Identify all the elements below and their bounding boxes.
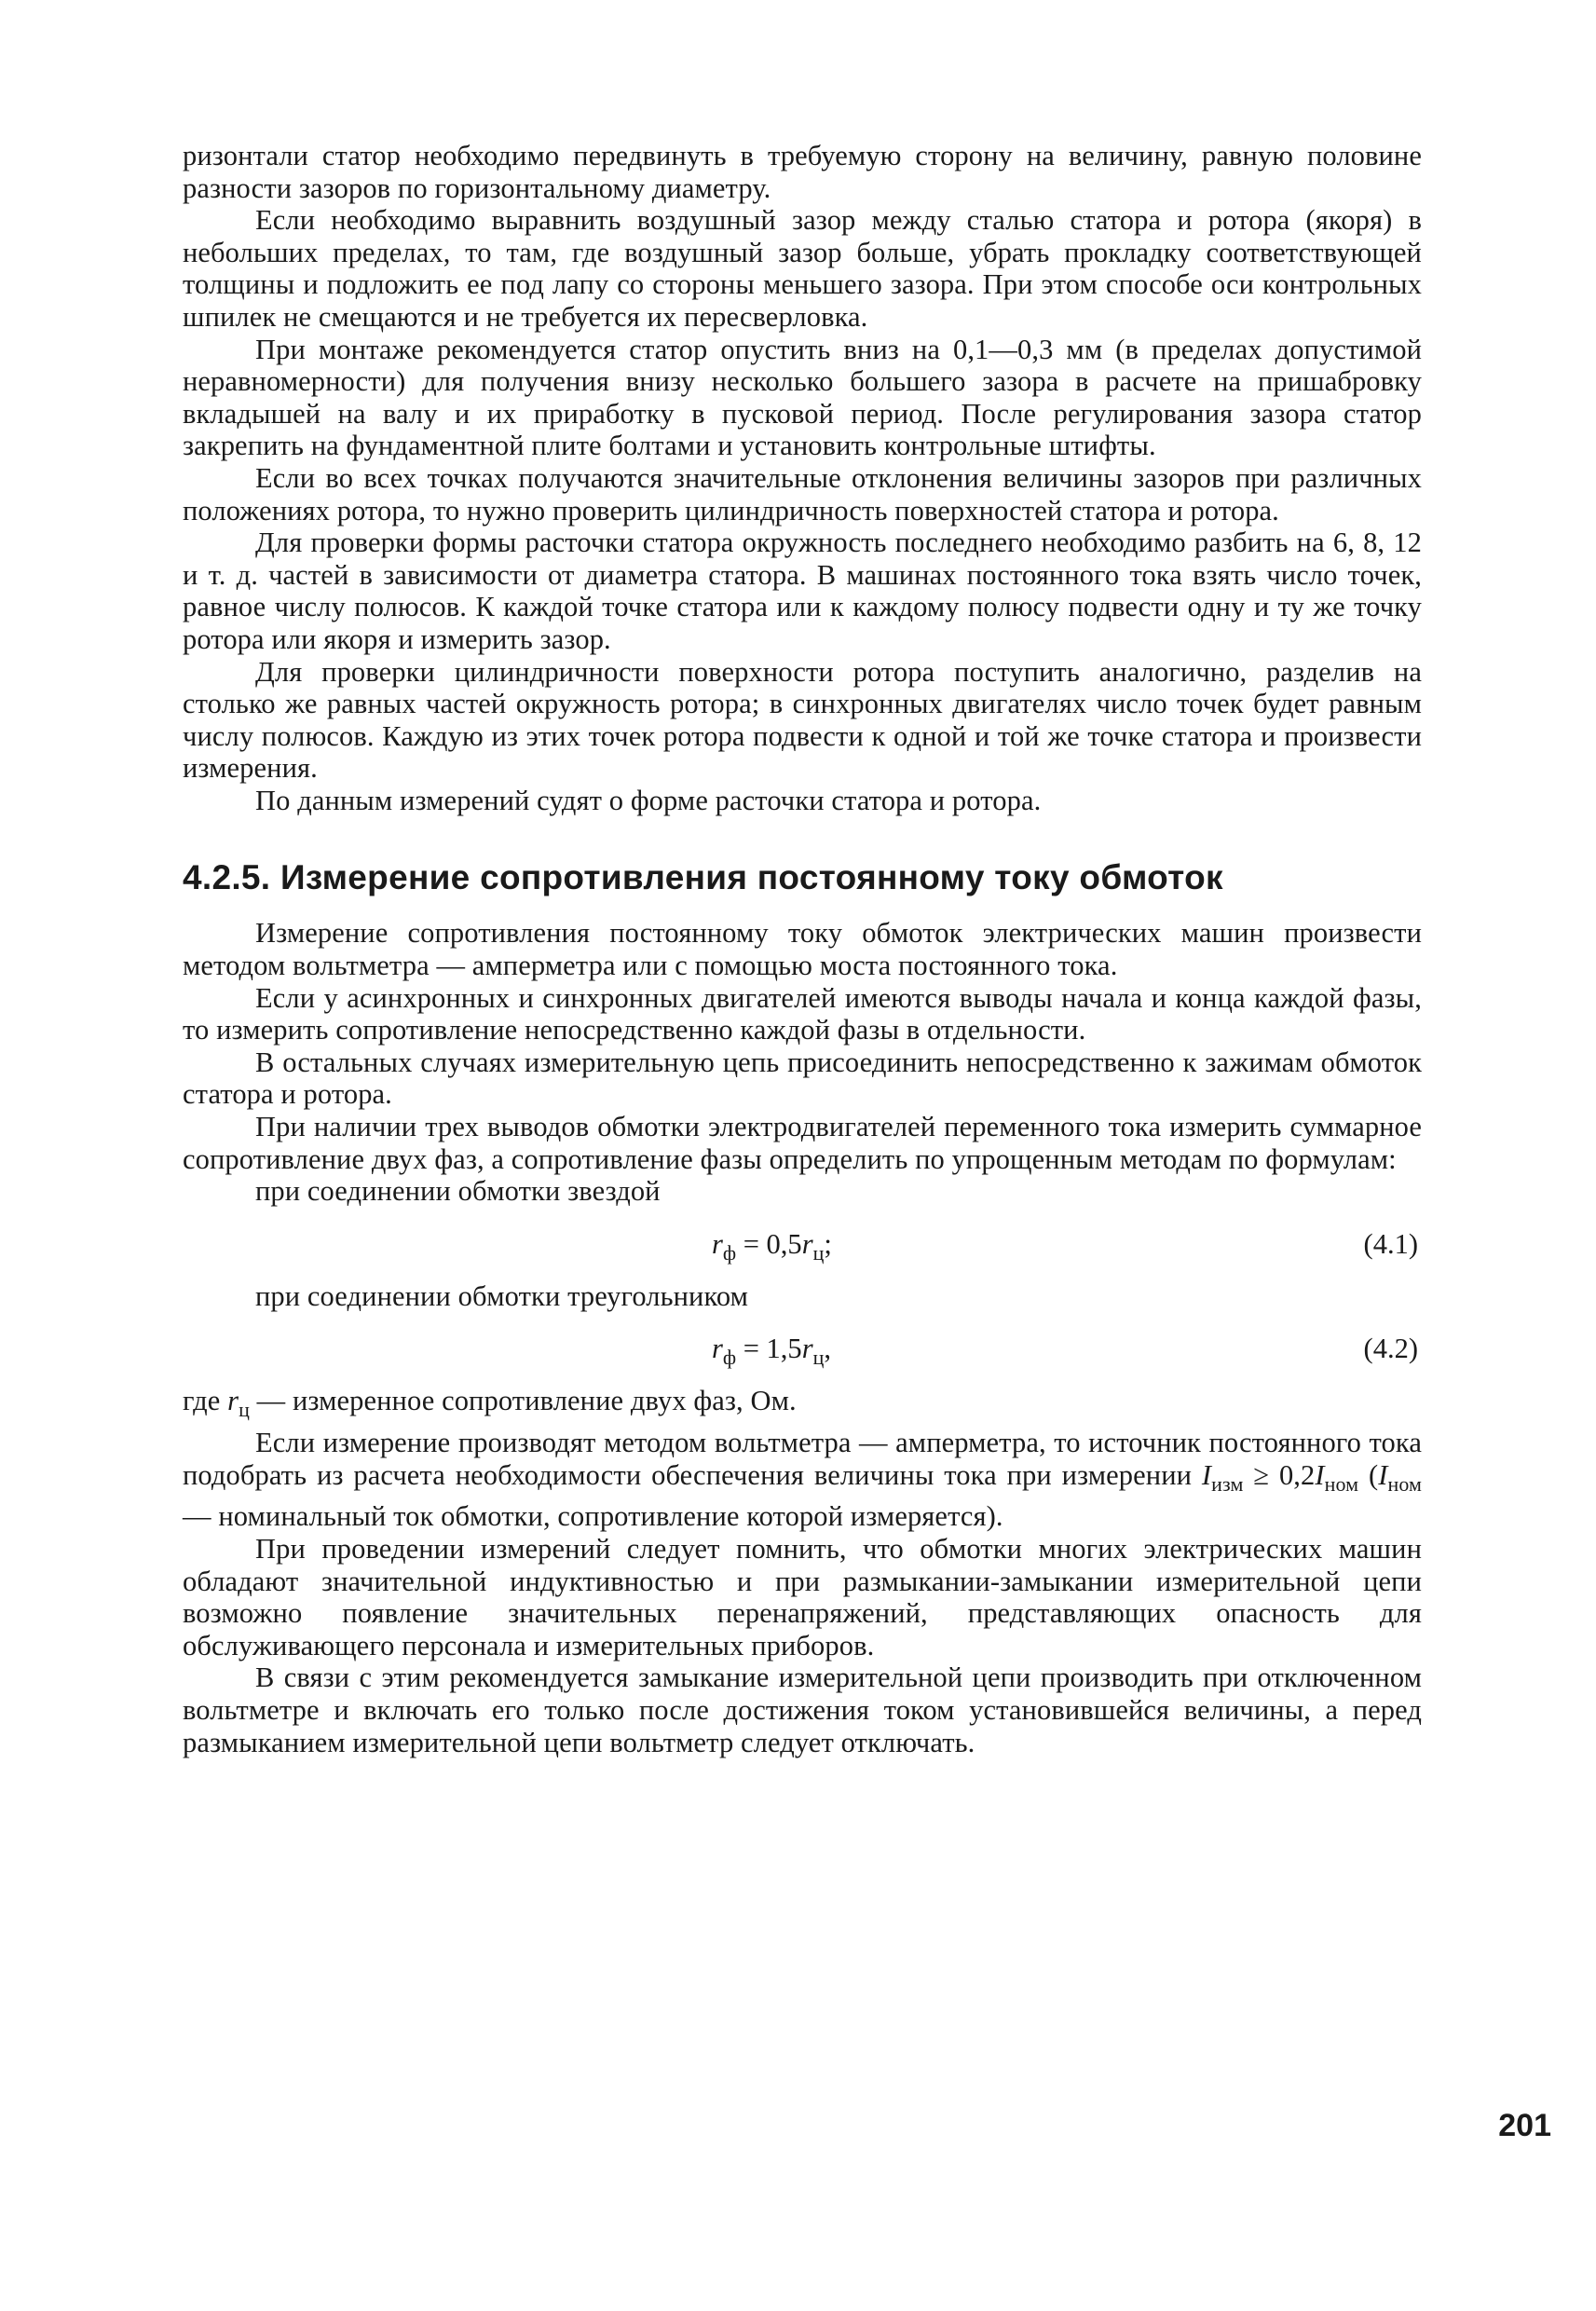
paragraph-stator-check: Для проверки формы расточки статора окружность последнего необходимо разбить на 6, 8, 12 и т. д. частей в зависимости от диаметра статора. В машинах постоянного тока взять число точек, равное числу полюсов. К каждой точке статора или к каждому полюсу подвести одну и ту же точку ротора или якоря и измерить зазор. (183, 526, 1422, 655)
paragraph-deviations: Если во всех точках получаются значительные отклонения величины зазоров при различных положениях ротора, то нужно проверить цилиндричность поверхностей статора и ротора. (183, 461, 1422, 526)
where-definition: где $r_ц$ — измеренное сопротивление двух фаз, Ом. (183, 1385, 797, 1422)
formula-4-1 (183, 1208, 1422, 1280)
paragraph-continuation: ризонтали статор необходимо передвинуть в требуемую сторону на величину, равную половине разности зазоров по горизонтальному диаметру. (183, 140, 1422, 204)
book-page (183, 140, 1422, 2190)
paragraph-other-cases: В остальных случаях измерительную цепь присоединить непосредственно к зажимам обмоток статора и ротора. (183, 1046, 1422, 1111)
label-star-connection: при соединении обмотки звездой (255, 1175, 661, 1208)
paragraph-current-source: Если измерение производят методом вольтметра — амперметра, то источник постоянного тока подобрать из расчета необходимости обеспечения величины тока при измерении $I_{изм} \ge 0,2I_{ном}$ ($I_{ном}$ — номинальный ток обмотки, сопротивление которой измеряется). (183, 1427, 1423, 1533)
paragraph-air-gap: Если необходимо выравнить воздушный зазор между сталью статора и ротора (якоря) в небольших пределах, то там, где воздушный зазор больше, убрать прокладку соответствующей толщины и подложить ее под лапу со стороны меньшего зазора. При этом способе оси контрольных шпилек не смещаются и не требуется их пересверловка. (183, 204, 1422, 333)
paragraph-method: Измерение сопротивления постоянному току обмоток электрических машин произвести методом вольтметра — амперметра или с помощью моста постоянного тока. (183, 917, 1422, 982)
formula-4-2-number: (4.2) (1363, 1333, 1418, 1365)
paragraph-conclusion: По данным измерений судят о форме расточки статора и ротора. (255, 784, 1042, 816)
paragraph-rotor-check: Для проверки цилиндричности поверхности ротора поступить аналогично, разделив на столько же равных частей окружность ротора; в синхронных двигателях число точек будет равным числу полюсов. Каждую из этих точек ротора подвести к одной и той же точке статора и произвести измерения. (183, 655, 1422, 785)
page-number: 201 (1498, 2108, 1551, 2143)
formula-4-2-expression: $r_ф = 1,5r_ц$, (712, 1333, 831, 1370)
paragraph-three-leads: При наличии трех выводов обмотки электродвигателей переменного тока измерить суммарное сопротивление двух фаз, а сопротивление фазы определить по упрощенным методам по формулам: (183, 1111, 1422, 1175)
formula-4-1-expression: $r_ф = 0,5r_ц$; (712, 1227, 832, 1265)
label-triangle-connection: при соединении обмотки треугольником (255, 1279, 749, 1312)
paragraph-phase-leads: Если у асинхронных и синхронных двигателей имеются выводы начала и конца каждой фазы, то измерить сопротивление непосредственно каждой фазы в отдельности. (183, 981, 1422, 1046)
paragraph-inductance-warning: При проведении измерений следует помнить, что обмотки многих электрических машин обладают значительной индуктивностью и при размыкании-замыкании измерительной цепи возможно появление значительных перенапряжений, представляющих опасность для обслуживающего персонала и измерительных приборов. (183, 1532, 1422, 1661)
section-heading: 4.2.5. Измерение сопротивления постоянному току обмоток (183, 858, 1223, 897)
formula-4-2 (183, 1312, 1422, 1385)
paragraph-mounting: При монтаже рекомендуется статор опустить вниз на 0,1—0,3 мм (в пределах допустимой неравномерности) для получения внизу несколько большего зазора в расчете на пришабровку вкладышей на валу и их приработку в пусковой период. После регулирования зазора статор закрепить на фундаментной плите болтами и установить контрольные штифты. (183, 333, 1422, 462)
formula-4-1-number: (4.1) (1363, 1227, 1418, 1260)
paragraph-recommendation: В связи с этим рекомендуется замыкание измерительной цепи производить при отключенном вольтметре и включать его только после достижения током установившейся величины, а перед размыканием измерительной цепи вольтметр следует отключать. (183, 1661, 1422, 1758)
